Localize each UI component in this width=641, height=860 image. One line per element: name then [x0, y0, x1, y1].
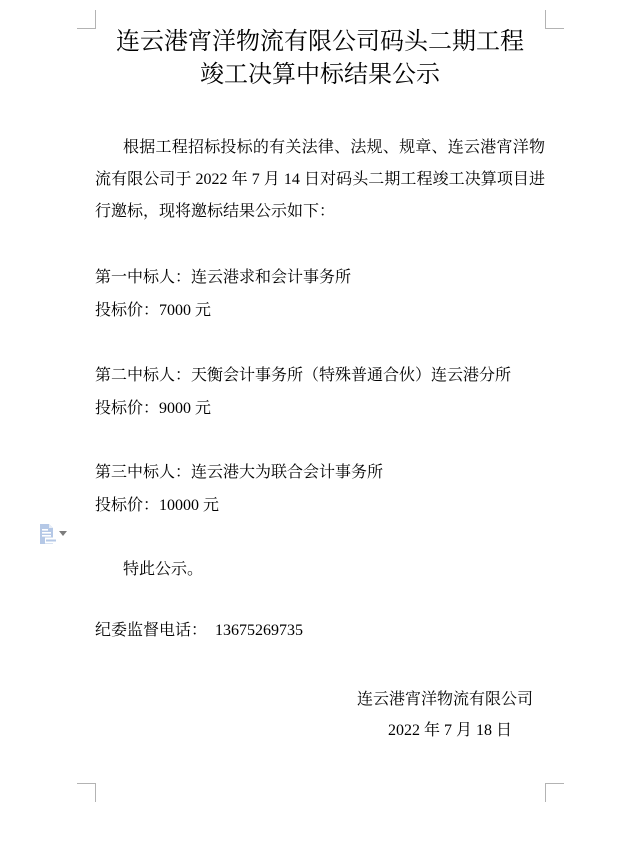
winner1-name-line: 第一中标人：连云港求和会计事务所: [95, 269, 352, 286]
signature-company: 连云港宵洋物流有限公司: [356, 691, 533, 708]
closing-statement: 特此公示。: [123, 561, 204, 578]
text-boundary-mark-top-left: [77, 10, 96, 29]
chevron-down-icon[interactable]: [59, 531, 67, 536]
paste-options-button[interactable]: [38, 522, 72, 550]
supervision-phone-line: 纪委监督电话： 13675269735: [95, 622, 304, 639]
winner3-price-line: 投标价：10000 元: [95, 497, 220, 514]
document-title-line1: 连云港宵洋物流有限公司码头二期工程: [116, 29, 524, 55]
intro-paragraph: 根据工程招标投标的有关法律、法规、规章、连云港宵洋物流有限公司于 2022 年 7 月 14 日对码头二期工程竣工决算项目进行邀标，现将邀标结果公示如下：: [95, 139, 545, 220]
text-boundary-mark-bottom-left: [77, 783, 96, 802]
text-boundary-mark-bottom-right: [545, 783, 564, 802]
text-boundary-mark-top-right: [545, 10, 564, 29]
winner2-name-line: 第二中标人：天衡会计事务所（特殊普通合伙）连云港分所: [95, 367, 512, 384]
signature-date: 2022 年 7 月 18 日: [387, 722, 512, 739]
winner1-price-line: 投标价：7000 元: [95, 302, 212, 319]
document-title-line2: 竣工决算中标结果公示: [200, 62, 440, 88]
winner3-name-line: 第三中标人：连云港大为联合会计事务所: [95, 464, 384, 481]
winner2-price-line: 投标价：9000 元: [95, 400, 212, 417]
